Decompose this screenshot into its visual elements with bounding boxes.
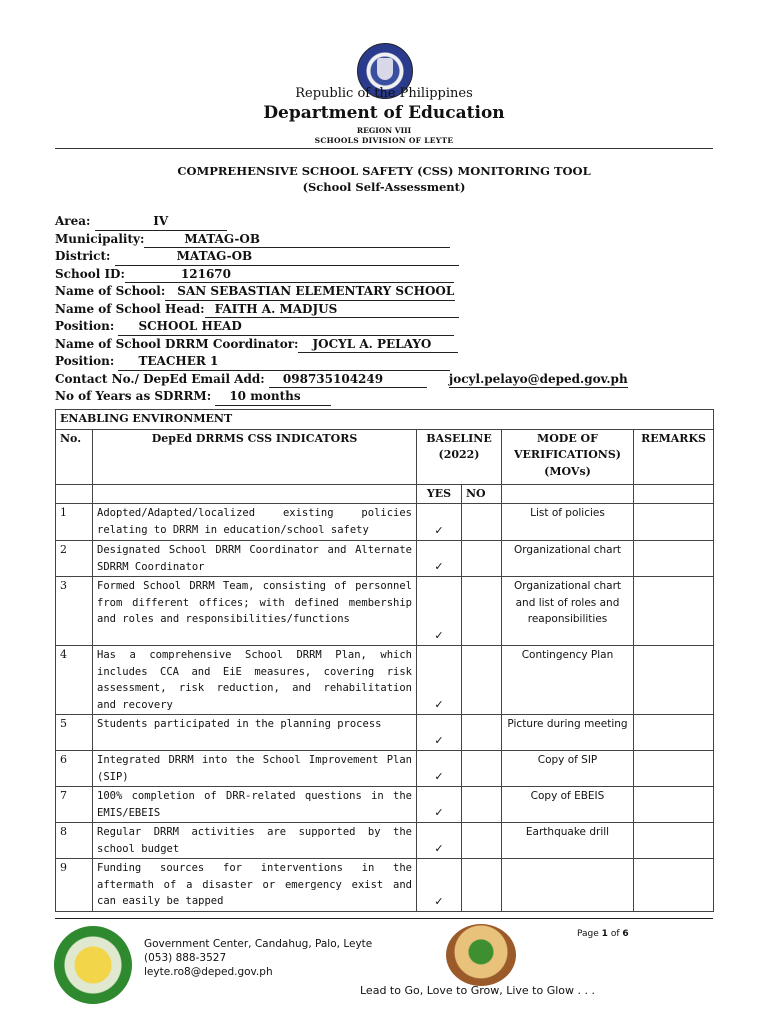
row-indicator: Students participated in the planning process (93, 715, 417, 751)
col-no-answer-header: NO (462, 484, 502, 504)
row-indicator: Integrated DRRM into the School Improvement Plan (SIP) (93, 751, 417, 787)
district-row: District: MATAG-OB (55, 248, 715, 266)
indicator-row (56, 751, 714, 787)
row-yes-check: ✓ (417, 577, 462, 646)
row-indicator: Has a comprehensive School DRRM Plan, which includes CCA and EiE measures, covering risk assessment, risk reduction, and rehabilitation and recovery (93, 646, 417, 715)
header-divider (55, 148, 713, 149)
row-remarks (634, 751, 714, 787)
indicator-row (56, 504, 714, 541)
row-number: 9 (56, 859, 93, 912)
republic-label: Republic of the Philippines (295, 86, 473, 101)
row-number: 5 (56, 715, 93, 751)
row-remarks (634, 577, 714, 646)
school-head-row: Name of School Head: FAITH A. MADJUS (55, 301, 715, 319)
row-mov: Organizational chart and list of roles and reaponsibilities (502, 577, 634, 646)
email-value[interactable]: jocyl.pelayo@deped.gov.ph (449, 371, 628, 389)
schools-division-leyte-logo-icon (54, 926, 132, 1004)
row-no-check (462, 787, 502, 823)
header-row (56, 429, 714, 484)
tool-title: COMPREHENSIVE SCHOOL SAFETY (CSS) MONITORING TOOL (177, 164, 591, 178)
row-mov: Picture during meeting (502, 715, 634, 751)
position2-value: TEACHER 1 (118, 353, 450, 371)
row-mov: Copy of SIP (502, 751, 634, 787)
row-yes-check: ✓ (417, 646, 462, 715)
row-remarks (634, 823, 714, 859)
school-name-value: SAN SEBASTIAN ELEMENTARY SCHOOL (165, 283, 455, 301)
row-no-check (462, 646, 502, 715)
position1-row: Position: SCHOOL HEAD (55, 318, 715, 336)
municipality-row: Municipality: MATAG-OB (55, 231, 715, 249)
row-indicator: Designated School DRRM Coordinator and Alternate SDRRM Coordinator (93, 541, 417, 577)
indicator-row (56, 859, 714, 912)
school-name-row: Name of School: SAN SEBASTIAN ELEMENTARY SCHOOL (55, 283, 715, 301)
contact-value: 098735104249 (269, 371, 427, 389)
row-no-check (462, 823, 502, 859)
row-number: 6 (56, 751, 93, 787)
row-indicator: Adopted/Adapted/localized existing policies relating to DRRM in education/school safety (93, 504, 417, 541)
footer-address: Government Center, Candahug, Palo, Leyte (144, 938, 373, 950)
footer-divider (55, 918, 713, 919)
contact-row: Contact No./ DepEd Email Add: 098735104249 jocyl.pelayo@deped.gov.ph (55, 371, 715, 389)
school-id-value: 121670 (125, 266, 454, 284)
col-remarks-header: REMARKS (634, 429, 714, 484)
row-yes-check: ✓ (417, 504, 462, 541)
row-remarks (634, 541, 714, 577)
row-yes-check: ✓ (417, 541, 462, 577)
row-indicator: Formed School DRRM Team, consisting of personnel from different offices; with defined membership and roles and responsibilities/functions (93, 577, 417, 646)
section-row (56, 410, 714, 430)
yes-no-row (56, 484, 714, 504)
footer-tagline: Lead to Go, Love to Grow, Live to Glow . . . (360, 984, 595, 997)
footer-phone: (053) 888-3527 (144, 952, 227, 964)
row-number: 4 (56, 646, 93, 715)
years-row: No of Years as SDRRM: 10 months (55, 388, 715, 406)
row-remarks (634, 504, 714, 541)
row-no-check (462, 859, 502, 912)
row-no-check (462, 504, 502, 541)
col-yes-header: YES (417, 484, 462, 504)
position1-value: SCHOOL HEAD (118, 318, 454, 336)
district-value: MATAG-OB (115, 248, 459, 266)
row-remarks (634, 859, 714, 912)
position2-row: Position: TEACHER 1 (55, 353, 715, 371)
division-label: SCHOOLS DIVISION OF LEYTE (314, 136, 454, 145)
row-mov (502, 859, 634, 912)
row-number: 8 (56, 823, 93, 859)
row-remarks (634, 715, 714, 751)
seeding-program-logo-icon (446, 924, 516, 986)
row-indicator: Funding sources for interventions in the aftermath of a disaster or emergency exist and can easily be tapped (93, 859, 417, 912)
years-value: 10 months (215, 388, 331, 406)
footer-email[interactable]: leyte.ro8@deped.gov.ph (144, 966, 273, 978)
row-no-check (462, 577, 502, 646)
row-no-check (462, 751, 502, 787)
school-id-row: School ID: 121670 (55, 266, 715, 284)
municipality-value: MATAG-OB (144, 231, 450, 249)
row-number: 7 (56, 787, 93, 823)
footer-contact (144, 937, 372, 979)
department-title: Department of Education (263, 103, 505, 123)
row-yes-check: ✓ (417, 787, 462, 823)
section-title: ENABLING ENVIRONMENT (56, 410, 714, 430)
area-row: Area: IV (55, 213, 715, 231)
indicator-row (56, 646, 714, 715)
tool-subtitle: (School Self-Assessment) (302, 180, 466, 194)
row-yes-check: ✓ (417, 823, 462, 859)
row-number: 3 (56, 577, 93, 646)
row-no-check (462, 715, 502, 751)
row-mov: Earthquake drill (502, 823, 634, 859)
row-indicator: 100% completion of DRR-related questions in the EMIS/EBEIS (93, 787, 417, 823)
page-indicator: Page 1 of 6 (577, 929, 629, 939)
indicator-row (56, 823, 714, 859)
row-remarks (634, 646, 714, 715)
row-mov: Copy of EBEIS (502, 787, 634, 823)
indicator-row (56, 541, 714, 577)
school-info (55, 213, 715, 406)
row-number: 2 (56, 541, 93, 577)
drrm-coord-row: Name of School DRRM Coordinator: JOCYL A. PELAYO (55, 336, 715, 354)
row-yes-check: ✓ (417, 751, 462, 787)
row-no-check (462, 541, 502, 577)
row-indicator: Regular DRRM activities are supported by the school budget (93, 823, 417, 859)
col-no-header: No. (56, 429, 93, 484)
col-indicators-header: DepEd DRRMS CSS INDICATORS (93, 429, 417, 484)
school-head-value: FAITH A. MADJUS (205, 301, 459, 319)
region-label: REGION VIII (356, 126, 412, 135)
row-mov: Contingency Plan (502, 646, 634, 715)
drrm-coord-value: JOCYL A. PELAYO (298, 336, 458, 354)
row-yes-check: ✓ (417, 715, 462, 751)
col-baseline-header: BASELINE (2022) (417, 429, 502, 484)
row-remarks (634, 787, 714, 823)
indicator-row (56, 787, 714, 823)
row-mov: Organizational chart (502, 541, 634, 577)
row-number: 1 (56, 504, 93, 541)
col-mov-header: MODE OF VERIFICATIONS) (MOVs) (502, 429, 634, 484)
row-yes-check: ✓ (417, 859, 462, 912)
area-value: IV (95, 213, 227, 231)
indicator-row (56, 715, 714, 751)
indicator-row (56, 577, 714, 646)
row-mov: List of policies (502, 504, 634, 541)
css-indicators-table (55, 409, 714, 912)
